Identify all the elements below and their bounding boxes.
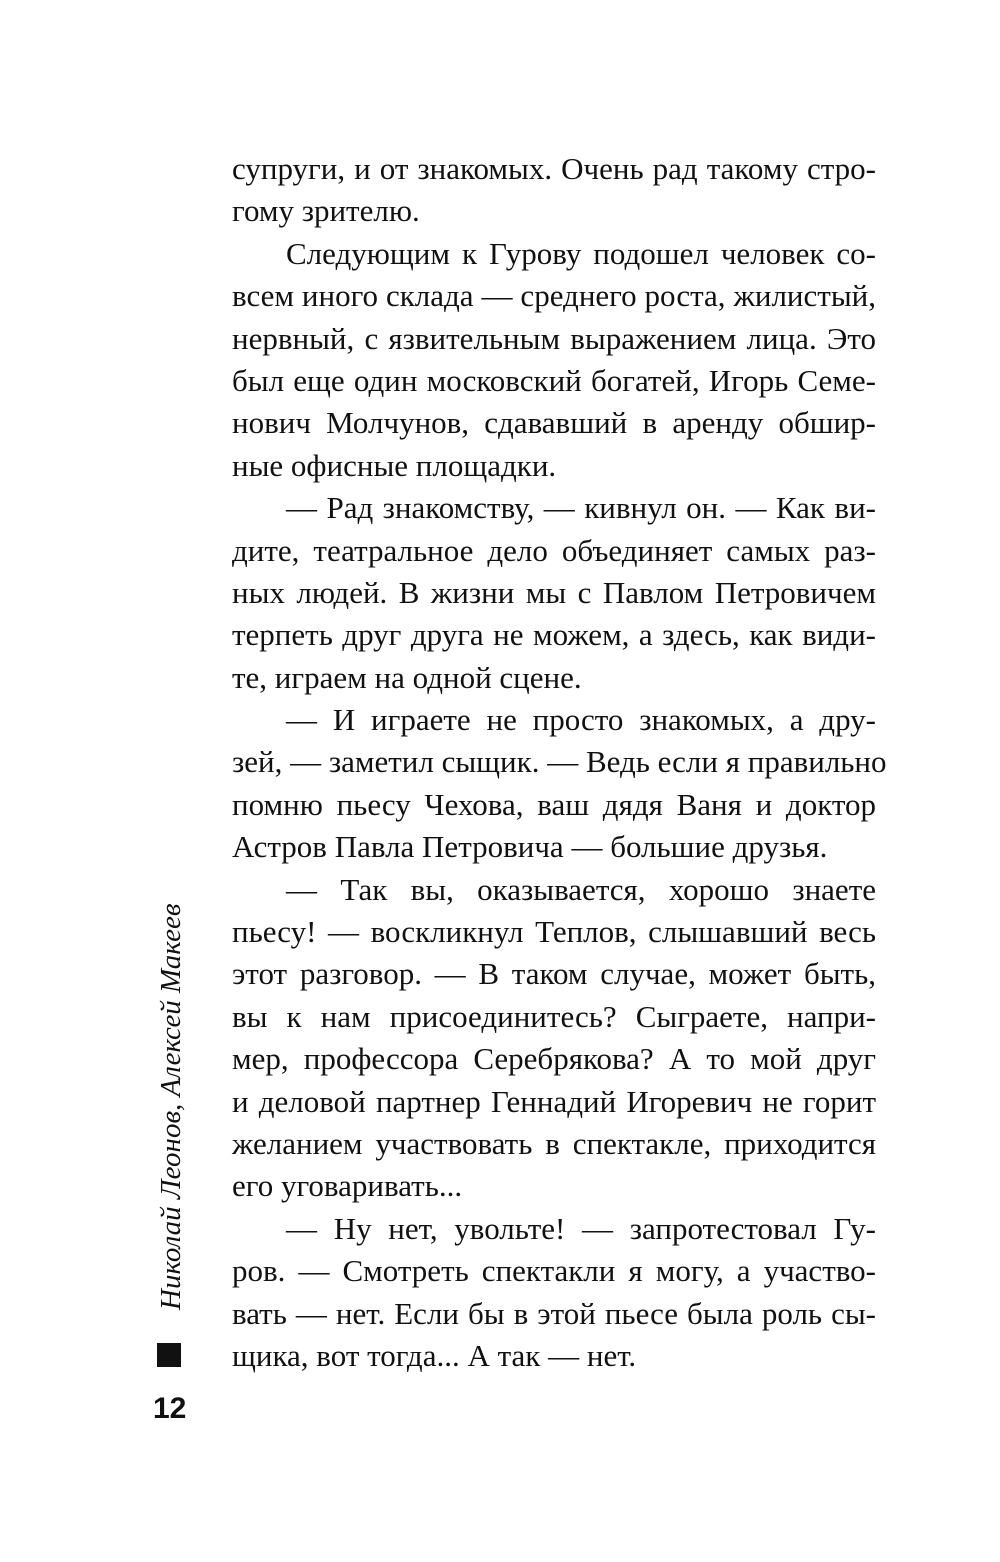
text-line: терпеть друг друга не можем, а здесь, как види- — [232, 617, 876, 653]
text-line: дите, театральное дело объединяет самых раз- — [232, 532, 876, 568]
text-line: — Ну нет, увольте! — запротестовал Гу- — [286, 1210, 876, 1246]
text-line: и деловой партнер Геннадий Игоревич не горит — [232, 1083, 876, 1119]
text-line: — Рад знакомству, — кивнул он. — Как ви- — [286, 490, 876, 526]
text-line: гому зрителю. — [232, 193, 420, 229]
text-line: был еще один московский богатей, Игорь Семе- — [232, 362, 876, 398]
text-line: Астров Павла Петровича — большие друзья. — [232, 829, 828, 865]
text-line: нович Молчунов, сдававший в аренду обшир- — [232, 405, 876, 441]
body-text — [232, 148, 887, 1377]
running-head-author: Николай Леонов, Алексей Макеев — [155, 903, 187, 1310]
text-line: ные офисные площадки. — [232, 447, 557, 483]
text-line: — Так вы, оказывается, хорошо знаете — [286, 871, 876, 907]
text-line: желанием участвовать в спектакле, приходится — [232, 1125, 876, 1161]
text-line: — И играете не просто знакомых, а дру- — [286, 702, 876, 738]
text-line: всем иного склада — среднего роста, жилистый, — [232, 278, 876, 314]
square-marker-icon — [157, 1343, 181, 1367]
text-line: вать — нет. Если бы в этой пьесе была роль сы- — [232, 1295, 876, 1331]
text-line: щика, вот тогда... А так — нет. — [232, 1337, 637, 1373]
text-line: вы к нам присоединитесь? Сыграете, напри- — [232, 998, 876, 1034]
text-line: помню пьесу Чехова, ваш дядя Ваня и доктор — [232, 786, 876, 822]
page-number: 12 — [153, 1392, 187, 1425]
text-line: мер, профессора Серебрякова? А то мой друг — [232, 1041, 876, 1077]
text-line: этот разговор. — В таком случае, может быть, — [232, 956, 876, 992]
text-line: Следующим к Гурову подошел человек со- — [286, 235, 876, 271]
text-line: зей, — заметил сыщик. — Ведь если я правильно — [232, 744, 887, 780]
text-line: супруги, и от знакомых. Очень рад такому стро- — [232, 151, 876, 186]
text-line: его уговаривать... — [232, 1168, 463, 1204]
text-line: те, играем на одной сцене. — [232, 659, 582, 695]
text-line: пьесу! — воскликнул Теплов, слышавший весь — [232, 914, 876, 950]
text-line: ров. — Смотреть спектакли я могу, а участво- — [232, 1253, 876, 1289]
text-line: ных людей. В жизни мы с Павлом Петровичем — [232, 574, 876, 610]
text-line: нервный, с язвительным выражением лица. Это — [232, 320, 876, 356]
